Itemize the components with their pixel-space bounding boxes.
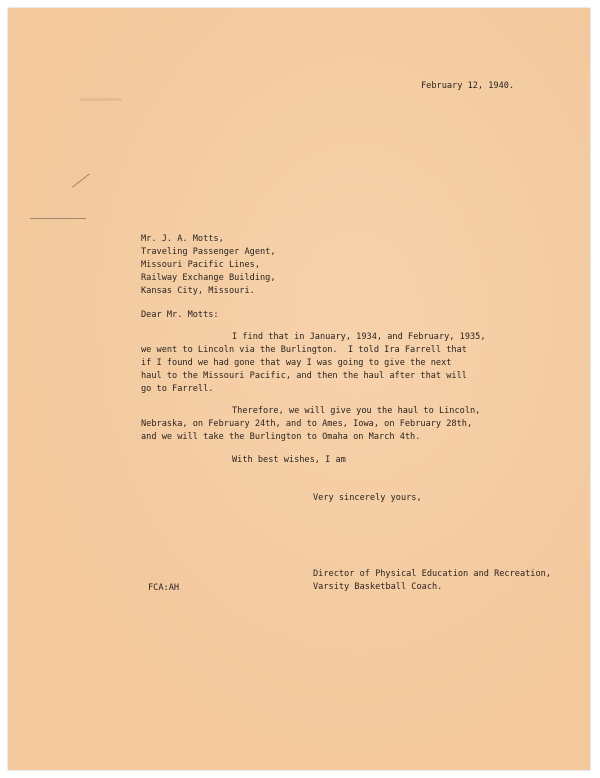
paragraph-line: we went to Lincoln via the Burlington. I told Ira Farrell that [141,345,467,355]
complimentary-close: Very sincerely yours, [313,493,422,503]
paragraph-line: Therefore, we will give you the haul to Lincoln, [232,406,481,416]
paragraph-line: I find that in January, 1934, and February, 1935, [232,332,486,342]
signature-title: Director of Physical Education and Recreation, [313,569,551,579]
signature-title: Varsity Basketball Coach. [313,582,443,592]
letter-date: February 12, 1940. [421,81,515,91]
pencil-mark [72,173,90,187]
address-line: Mr. J. A. Motts, [141,234,224,244]
letter-page [8,8,590,770]
paragraph-line: and we will take the Burlington to Omaha on March 4th. [141,432,421,442]
faint-mark [80,98,122,101]
address-line: Missouri Pacific Lines, [141,260,260,270]
typist-initials: FCA:AH [148,583,180,593]
salutation: Dear Mr. Motts: [141,310,219,320]
address-line: Traveling Passenger Agent, [141,247,276,257]
address-line: Kansas City, Missouri. [141,286,255,296]
paragraph-line: go to Farrell. [141,384,214,394]
paragraph-line: Nebraska, on February 24th, and to Ames, Iowa, on February 28th, [141,419,473,429]
pencil-mark [30,218,86,219]
address-line: Railway Exchange Building, [141,273,276,283]
closing-wish: With best wishes, I am [232,455,346,465]
paragraph-line: haul to the Missouri Pacific, and then the haul after that will [141,371,467,381]
paragraph-line: if I found we had gone that way I was going to give the next [141,358,452,368]
